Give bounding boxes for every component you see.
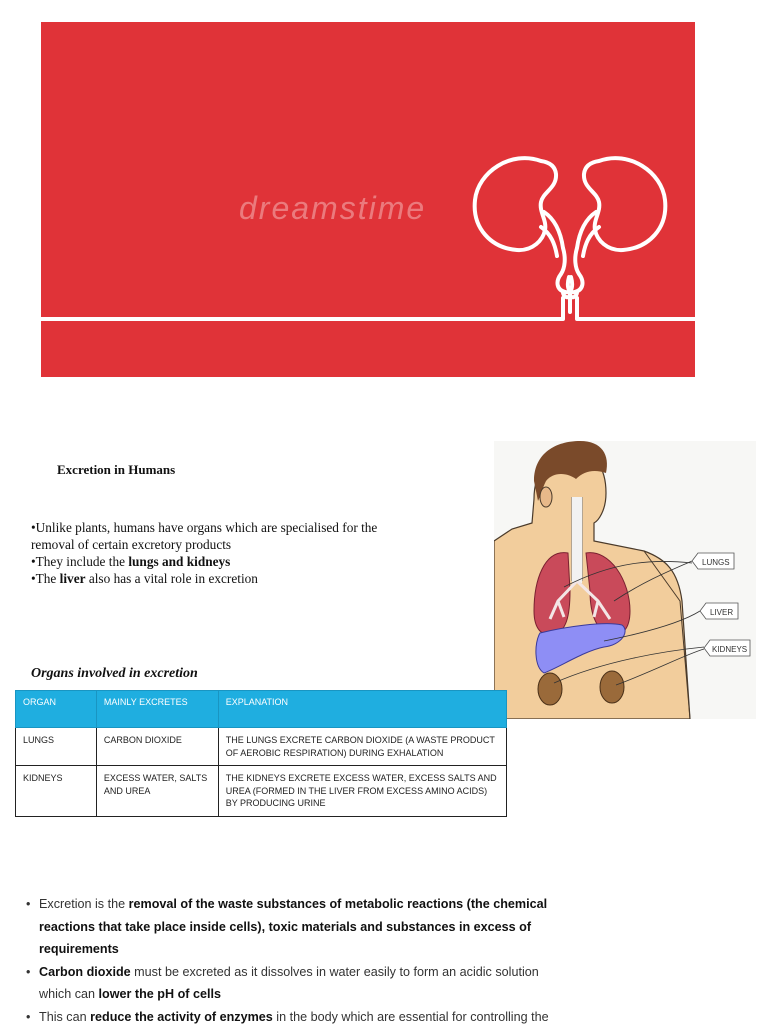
bullet-item: •The liver also has a vital role in excretion xyxy=(31,570,411,587)
list-item: • This can reduce the activity of enzymes in the body which are essential for controlling the xyxy=(22,1006,567,1028)
notes-list xyxy=(22,893,567,1028)
kidney-banner-image xyxy=(41,22,695,377)
table-cell: THE KIDNEYS EXCRETE EXCESS WATER, EXCESS SALTS AND UREA (FORMED IN THE LIVER FROM EXCESS AMINO ACIDS) BY PRODUCING URINE xyxy=(218,766,506,817)
table-header-row xyxy=(16,691,507,728)
table-cell: EXCESS WATER, SALTS AND UREA xyxy=(96,766,218,817)
svg-text:KIDNEYS: KIDNEYS xyxy=(712,645,747,654)
organs-table xyxy=(15,690,507,817)
svg-text:LUNGS: LUNGS xyxy=(702,558,730,567)
table-cell: LUNGS xyxy=(16,728,97,766)
human-body-icon xyxy=(494,441,756,719)
svg-text:LIVER: LIVER xyxy=(710,608,733,617)
section-heading: Excretion in Humans xyxy=(57,462,175,478)
table-cell: THE LUNGS EXCRETE CARBON DIOXIDE (A WASTE PRODUCT OF AEROBIC RESPIRATION) DURING EXHALATION xyxy=(218,728,506,766)
list-item: • Carbon dioxide must be excreted as it dissolves in water easily to form an acidic solution which can lower the pH of cells xyxy=(22,961,567,1006)
column-header: ORGAN xyxy=(16,691,97,728)
liver-label xyxy=(700,603,738,619)
table-row xyxy=(16,766,507,817)
list-item: • Excretion is the removal of the waste substances of metabolic reactions (the chemical reactions that take place inside cells), toxic materials and substances in excess of requirements xyxy=(22,893,567,961)
table-cell: CARBON DIOXIDE xyxy=(96,728,218,766)
table-row xyxy=(16,728,507,766)
bullet-item: •Unlike plants, humans have organs which are specialised for the removal of certain excretory products xyxy=(31,519,411,553)
intro-bullet-list xyxy=(31,519,411,587)
watermark: dreamstime xyxy=(239,190,426,227)
column-header: EXPLANATION xyxy=(218,691,506,728)
human-excretory-organs-figure xyxy=(494,441,756,719)
kidney-outline-icon xyxy=(41,22,695,377)
kidneys-label xyxy=(704,640,750,656)
lungs-label xyxy=(692,553,734,569)
table-cell: KIDNEYS xyxy=(16,766,97,817)
column-header: MAINLY EXCRETES xyxy=(96,691,218,728)
bullet-item: •They include the lungs and kidneys xyxy=(31,553,411,570)
organs-table-title: Organs involved in excretion xyxy=(31,666,198,682)
